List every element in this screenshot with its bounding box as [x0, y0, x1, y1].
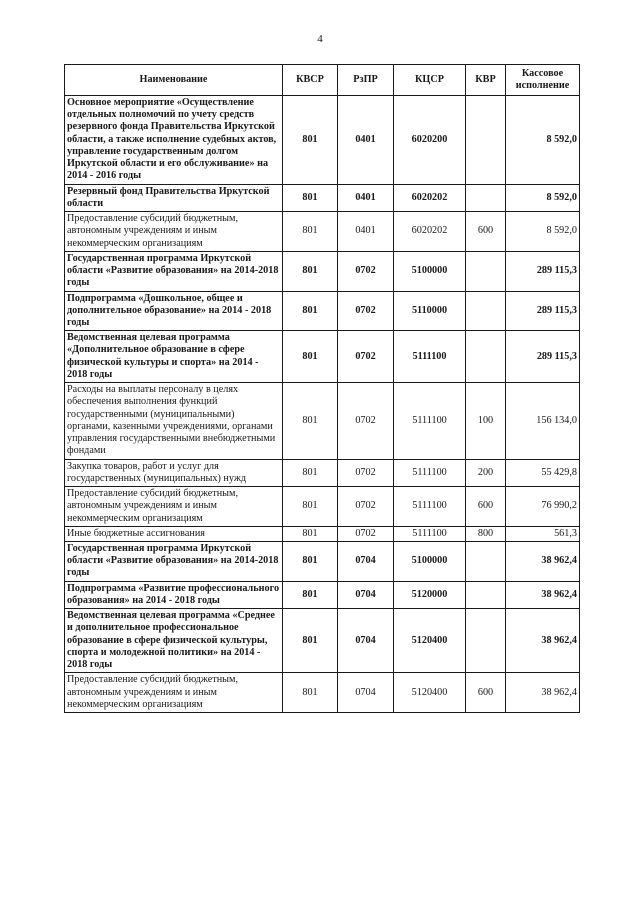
cell-kcsr: 6020202 — [394, 212, 466, 252]
cell-kvr: 600 — [466, 673, 506, 713]
header-amount: Кассовое исполнение — [506, 65, 580, 96]
cell-kvr: 100 — [466, 383, 506, 459]
cell-kcsr: 6020202 — [394, 184, 466, 211]
cell-kcsr: 5100000 — [394, 541, 466, 581]
cell-rzpr: 0702 — [338, 526, 394, 541]
cell-kvr: 800 — [466, 526, 506, 541]
page-number: 4 — [317, 33, 323, 45]
cell-amount: 8 592,0 — [506, 184, 580, 211]
table-row — [65, 487, 580, 527]
cell-amount: 38 962,4 — [506, 541, 580, 581]
cell-rzpr: 0702 — [338, 291, 394, 331]
cell-kcsr: 5110000 — [394, 291, 466, 331]
cell-kvsr: 801 — [283, 526, 338, 541]
cell-name: Ведомственная целевая программа «Среднее и дополнительное профессиональное образование в сфере физической культуры, спорта и молодежной политики» на 2014 - 2018 годы — [65, 609, 283, 673]
cell-amount: 8 592,0 — [506, 212, 580, 252]
cell-rzpr: 0702 — [338, 487, 394, 527]
cell-kvr: 600 — [466, 212, 506, 252]
header-rzpr: РзПР — [338, 65, 394, 96]
cell-kvr — [466, 251, 506, 291]
cell-kvsr: 801 — [283, 459, 338, 486]
cell-kvr — [466, 581, 506, 608]
table-row — [65, 673, 580, 713]
cell-rzpr: 0704 — [338, 609, 394, 673]
cell-kvr — [466, 541, 506, 581]
cell-kvr — [466, 609, 506, 673]
cell-kvsr: 801 — [283, 383, 338, 459]
cell-kvsr: 801 — [283, 212, 338, 252]
cell-kcsr: 5111100 — [394, 459, 466, 486]
cell-kvsr: 801 — [283, 251, 338, 291]
cell-amount: 8 592,0 — [506, 96, 580, 185]
cell-kcsr: 5111100 — [394, 526, 466, 541]
cell-name: Государственная программа Иркутской области «Развитие образования» на 2014-2018 годы — [65, 251, 283, 291]
cell-rzpr: 0702 — [338, 459, 394, 486]
cell-kcsr: 5120400 — [394, 609, 466, 673]
table-row — [65, 526, 580, 541]
cell-name: Ведомственная целевая программа «Дополнительное образование в сфере физической культуры и спорта» на 2014 - 2018 годы — [65, 331, 283, 383]
table-row — [65, 96, 580, 185]
cell-kcsr: 5111100 — [394, 383, 466, 459]
header-kcsr: КЦСР — [394, 65, 466, 96]
cell-rzpr: 0702 — [338, 251, 394, 291]
table-row — [65, 291, 580, 331]
cell-kvr — [466, 331, 506, 383]
cell-rzpr: 0702 — [338, 383, 394, 459]
cell-kcsr: 5120400 — [394, 673, 466, 713]
cell-kcsr: 5120000 — [394, 581, 466, 608]
cell-amount: 76 990,2 — [506, 487, 580, 527]
table-header-row — [65, 65, 580, 96]
table-row — [65, 251, 580, 291]
cell-name: Иные бюджетные ассигнования — [65, 526, 283, 541]
cell-kcsr: 5111100 — [394, 331, 466, 383]
cell-kvr: 600 — [466, 487, 506, 527]
table-row — [65, 212, 580, 252]
cell-kvr — [466, 291, 506, 331]
cell-kvsr: 801 — [283, 581, 338, 608]
cell-kcsr: 5100000 — [394, 251, 466, 291]
cell-amount: 289 115,3 — [506, 251, 580, 291]
cell-kvsr: 801 — [283, 331, 338, 383]
cell-kvr: 200 — [466, 459, 506, 486]
cell-kvsr: 801 — [283, 291, 338, 331]
cell-name: Основное мероприятие «Осуществление отдельных полномочий по учету средств резервного фонда Правительства Иркутской области, а также исполнение судебных актов, управление государственным долгом Иркутской области и его обслуживание» на 2014 - 2016 годы — [65, 96, 283, 185]
cell-rzpr: 0704 — [338, 541, 394, 581]
header-kvr: КВР — [466, 65, 506, 96]
cell-rzpr: 0401 — [338, 212, 394, 252]
cell-rzpr: 0704 — [338, 581, 394, 608]
table-row — [65, 541, 580, 581]
cell-name: Подпрограмма «Развитие профессионального образования» на 2014 - 2018 годы — [65, 581, 283, 608]
cell-kvr — [466, 96, 506, 185]
header-name: Наименование — [65, 65, 283, 96]
cell-amount: 289 115,3 — [506, 291, 580, 331]
cell-kvr — [466, 184, 506, 211]
cell-kvsr: 801 — [283, 673, 338, 713]
cell-name: Резервный фонд Правительства Иркутской области — [65, 184, 283, 211]
cell-amount: 55 429,8 — [506, 459, 580, 486]
cell-kvsr: 801 — [283, 541, 338, 581]
table-body — [65, 96, 580, 713]
cell-amount: 38 962,4 — [506, 609, 580, 673]
cell-kcsr: 6020200 — [394, 96, 466, 185]
cell-name: Закупка товаров, работ и услуг для государственных (муниципальных) нужд — [65, 459, 283, 486]
cell-amount: 561,3 — [506, 526, 580, 541]
table-row — [65, 383, 580, 459]
cell-name: Государственная программа Иркутской области «Развитие образования» на 2014-2018 годы — [65, 541, 283, 581]
cell-kvsr: 801 — [283, 184, 338, 211]
cell-name: Расходы на выплаты персоналу в целях обеспечения выполнения функций государственными (муниципальными) органами, казенными учреждениями, органами управления государственными внебюджетными фондами — [65, 383, 283, 459]
cell-name: Предоставление субсидий бюджетным, автономным учреждениям и иным некоммерческим организациям — [65, 487, 283, 527]
cell-rzpr: 0702 — [338, 331, 394, 383]
table-row — [65, 609, 580, 673]
cell-amount: 38 962,4 — [506, 673, 580, 713]
cell-name: Подпрограмма «Дошкольное, общее и дополнительное образование» на 2014 - 2018 годы — [65, 291, 283, 331]
cell-rzpr: 0704 — [338, 673, 394, 713]
budget-execution-table — [64, 64, 580, 713]
cell-amount: 156 134,0 — [506, 383, 580, 459]
cell-kcsr: 5111100 — [394, 487, 466, 527]
cell-kvsr: 801 — [283, 96, 338, 185]
table-row — [65, 331, 580, 383]
table-row — [65, 459, 580, 486]
table-row — [65, 184, 580, 211]
cell-rzpr: 0401 — [338, 184, 394, 211]
cell-amount: 38 962,4 — [506, 581, 580, 608]
table-row — [65, 581, 580, 608]
cell-amount: 289 115,3 — [506, 331, 580, 383]
cell-name: Предоставление субсидий бюджетным, автономным учреждениям и иным некоммерческим организациям — [65, 673, 283, 713]
cell-kvsr: 801 — [283, 487, 338, 527]
cell-rzpr: 0401 — [338, 96, 394, 185]
cell-kvsr: 801 — [283, 609, 338, 673]
cell-name: Предоставление субсидий бюджетным, автономным учреждениям и иным некоммерческим организациям — [65, 212, 283, 252]
header-kvsr: КВСР — [283, 65, 338, 96]
